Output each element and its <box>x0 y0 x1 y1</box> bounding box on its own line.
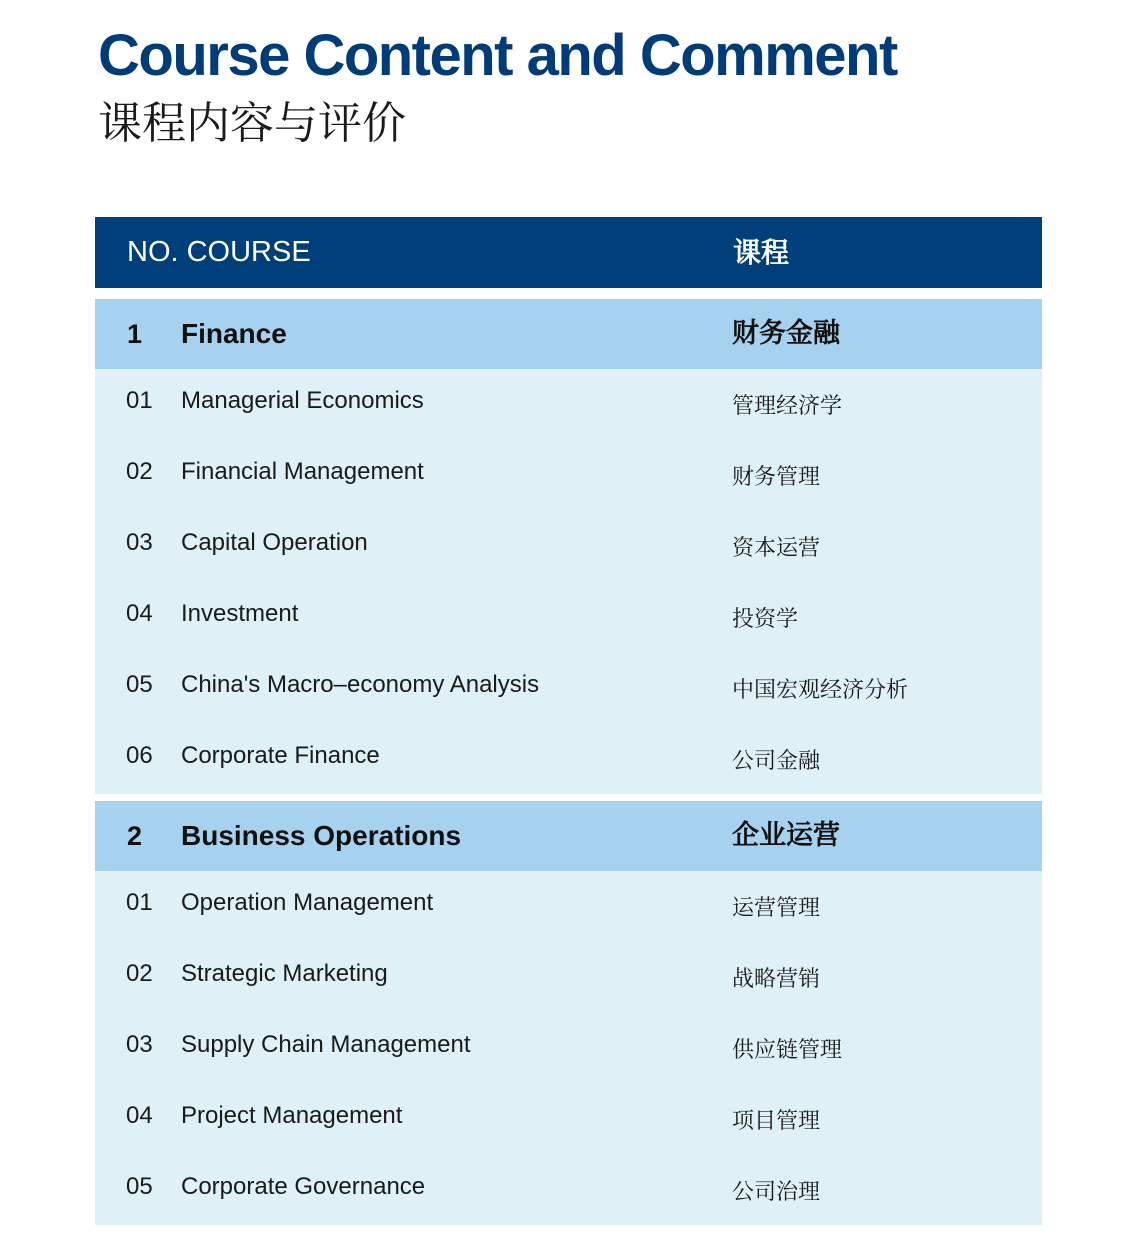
course-name-en: Strategic Marketing <box>181 960 388 987</box>
course-row <box>95 724 1042 795</box>
course-number: 01 <box>126 889 153 916</box>
course-name-en: Project Management <box>181 1102 403 1129</box>
course-number: 05 <box>126 1173 153 1200</box>
course-row <box>95 511 1042 582</box>
course-name-en: Investment <box>181 600 299 627</box>
course-row <box>95 369 1042 440</box>
header-no-course: NO. COURSE <box>127 236 311 268</box>
course-number: 04 <box>126 1102 153 1129</box>
course-number: 03 <box>126 529 153 556</box>
course-number: 02 <box>126 960 153 987</box>
section-title-en: Business Operations <box>181 820 462 851</box>
course-name-zh: 投资学 <box>732 607 799 632</box>
course-row <box>95 1155 1042 1226</box>
section-title-zh: 财务金融 <box>732 318 840 349</box>
course-name-en: China's Macro–economy Analysis <box>181 671 540 698</box>
header-course-zh: 课程 <box>733 236 790 269</box>
course-name-zh: 财务管理 <box>732 465 821 490</box>
section-header <box>95 801 1042 871</box>
page-title: Course Content and Comment <box>98 23 897 88</box>
course-number: 05 <box>126 671 153 698</box>
course-row <box>95 1084 1042 1155</box>
course-row <box>95 582 1042 653</box>
course-number: 01 <box>126 387 153 414</box>
course-name-zh: 运营管理 <box>732 896 821 921</box>
course-name-en: Operation Management <box>181 889 434 916</box>
course-row <box>95 871 1042 942</box>
section-number: 2 <box>127 821 143 851</box>
course-name-zh: 资本运营 <box>732 536 821 561</box>
course-row <box>95 440 1042 511</box>
course-name-en: Managerial Economics <box>181 387 424 414</box>
course-number: 02 <box>126 458 153 485</box>
course-number: 04 <box>126 600 153 627</box>
section-title-en: Finance <box>181 318 287 349</box>
section-title-zh: 企业运营 <box>732 820 840 851</box>
course-name-zh: 战略营销 <box>732 967 821 992</box>
course-row <box>95 1013 1042 1084</box>
course-number: 03 <box>126 1031 153 1058</box>
section-header <box>95 299 1042 369</box>
section-business-operations <box>95 801 1042 1225</box>
section-number: 1 <box>127 319 143 349</box>
course-name-en: Supply Chain Management <box>181 1031 471 1058</box>
course-name-zh: 公司治理 <box>732 1180 821 1205</box>
course-row <box>95 942 1042 1013</box>
course-name-zh: 供应链管理 <box>732 1038 843 1063</box>
section-finance <box>95 299 1042 794</box>
page-subtitle-zh: 课程内容与评价 <box>98 98 406 149</box>
course-row <box>95 653 1042 724</box>
course-name-en: Corporate Finance <box>181 742 380 769</box>
course-name-en: Financial Management <box>181 458 424 485</box>
course-name-zh: 公司金融 <box>732 749 821 774</box>
course-name-en: Corporate Governance <box>181 1173 426 1200</box>
table-header <box>95 217 1042 288</box>
course-name-zh: 项目管理 <box>732 1109 821 1134</box>
course-number: 06 <box>126 742 153 769</box>
course-name-zh: 中国宏观经济分析 <box>732 678 909 703</box>
course-name-zh: 管理经济学 <box>732 394 843 419</box>
course-name-en: Capital Operation <box>181 529 368 556</box>
